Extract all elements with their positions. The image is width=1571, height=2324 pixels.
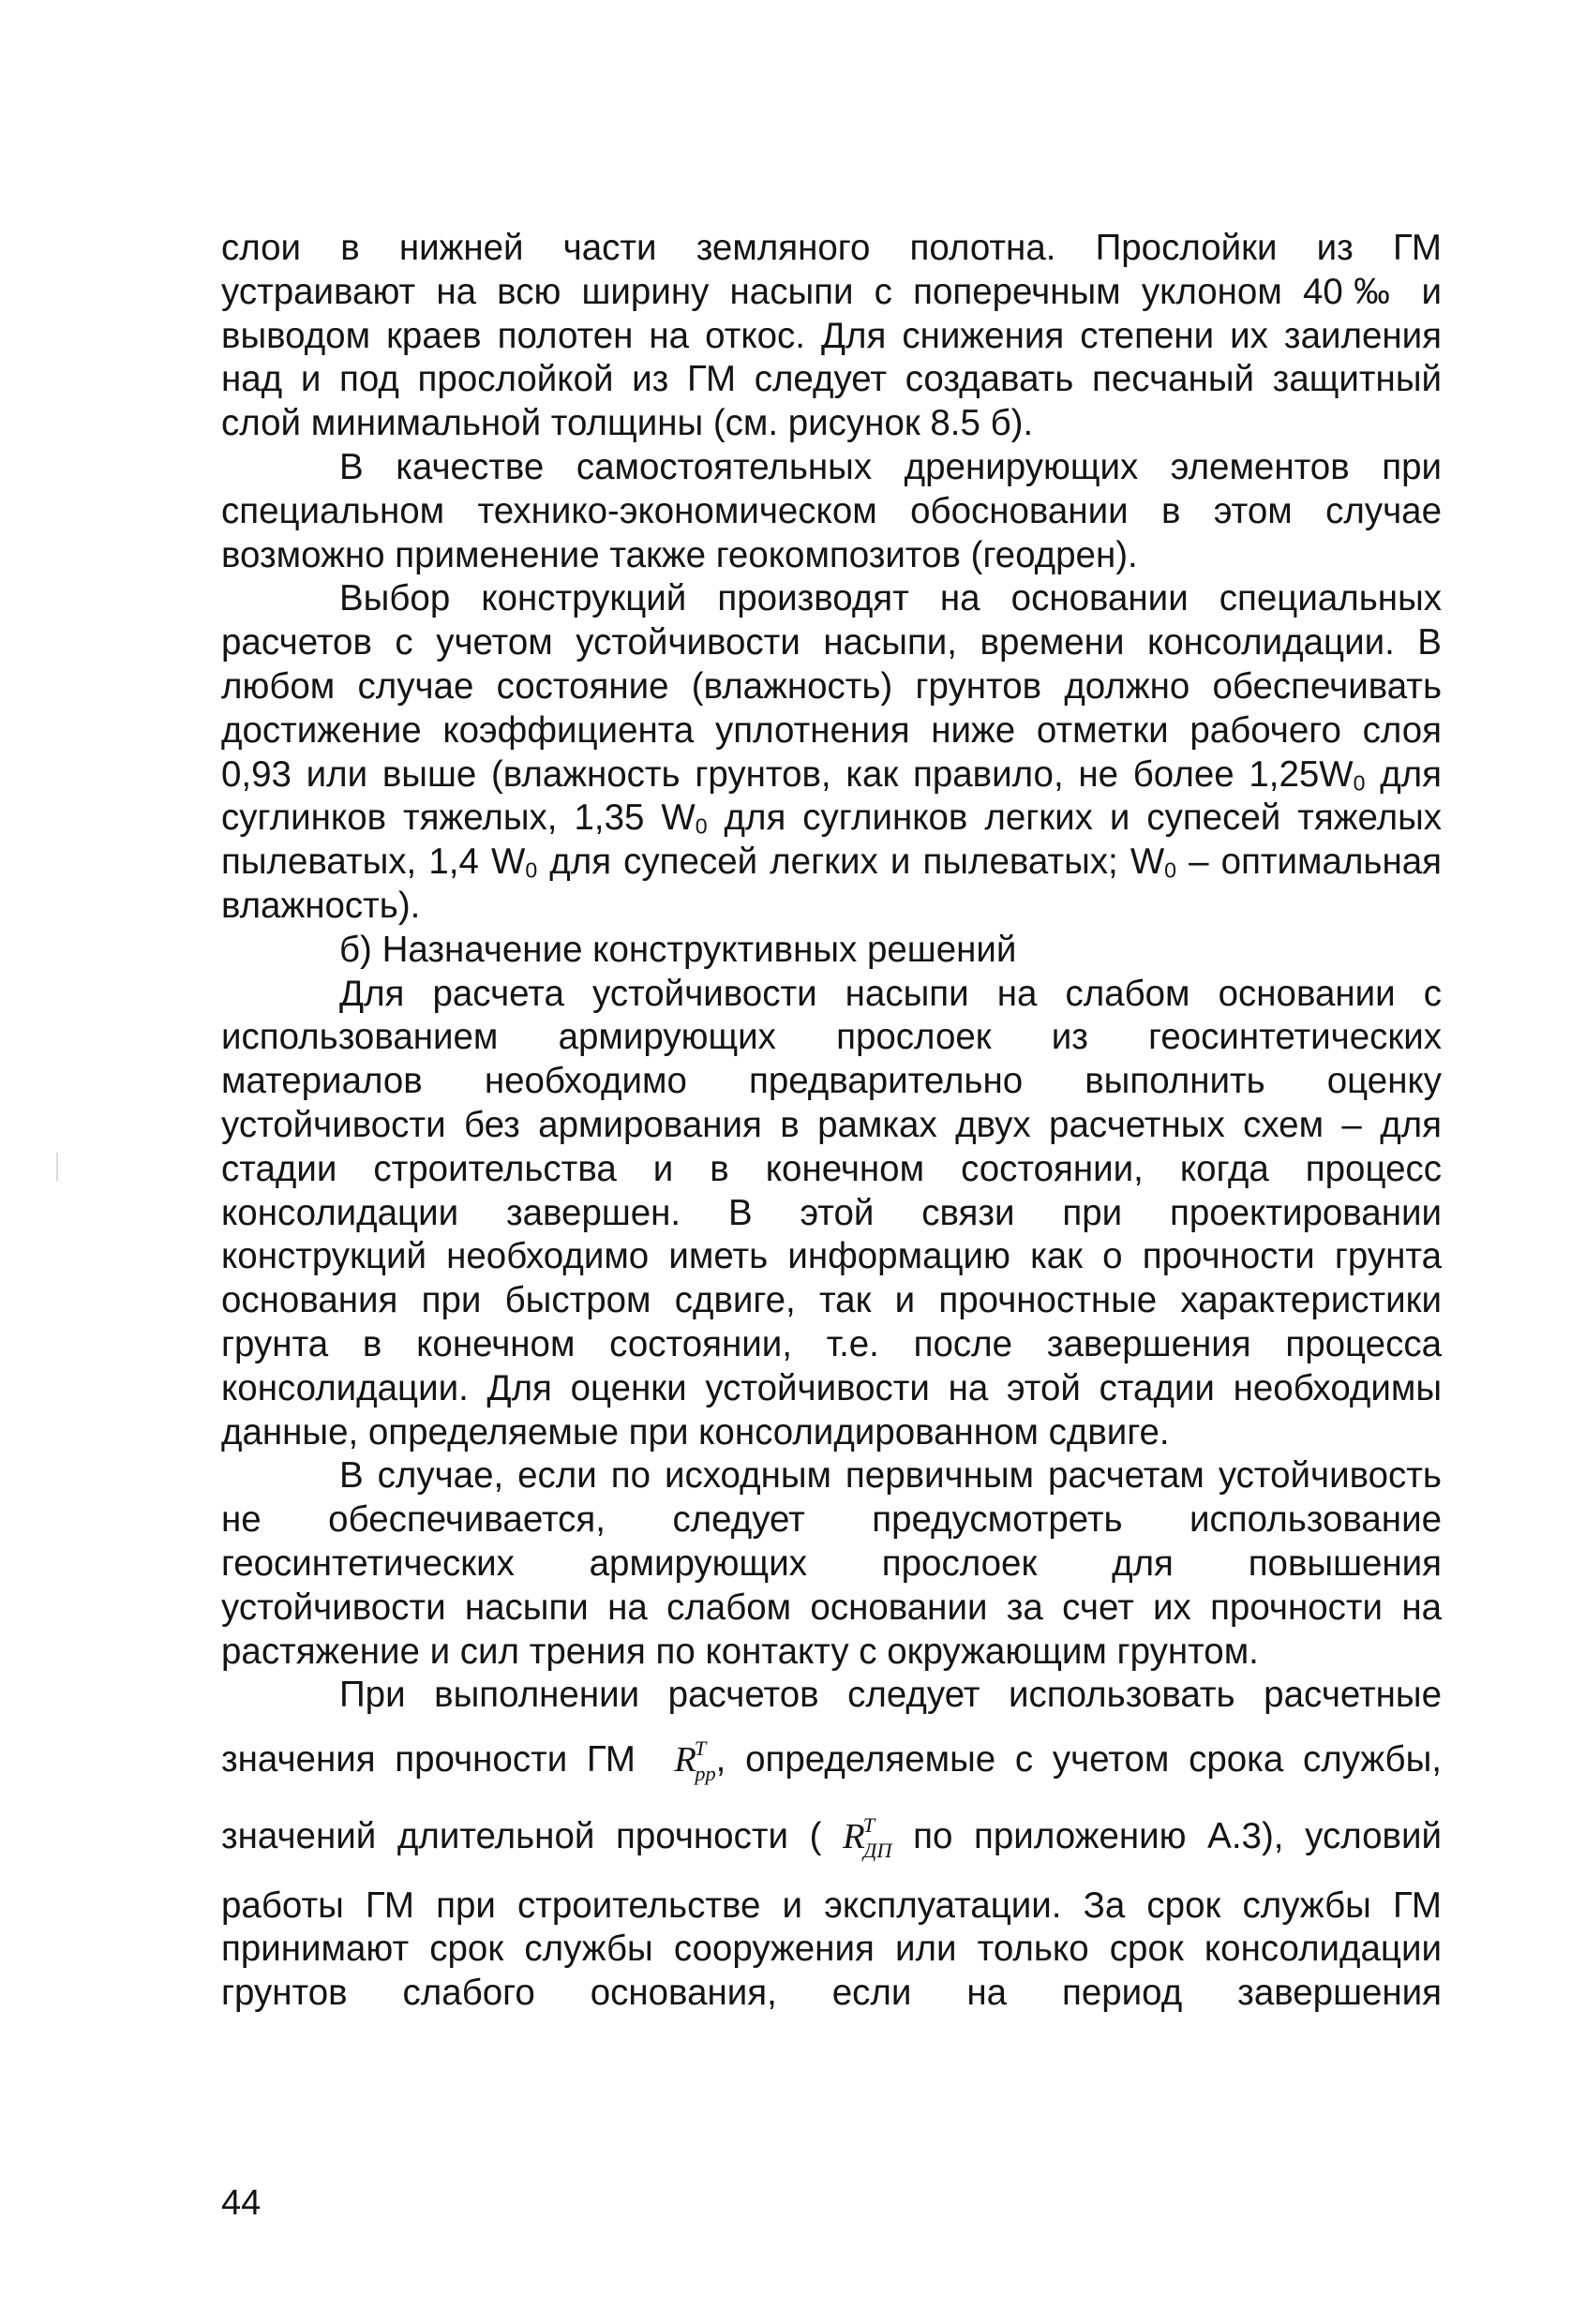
text-line: не обеспечивается, следует предусмотреть использование bbox=[221, 1499, 1442, 1541]
strength-symbol-rdp: $R^T_{ДП}$ bbox=[843, 1813, 892, 1862]
text-line: влажность). bbox=[221, 885, 421, 926]
text-line-with-formula: значения прочности ГМ $R^T_{pp}$, определяемые с учетом срока службы, bbox=[221, 1736, 1442, 1786]
text-line: растяжение и сил трения по контакту с окружающим грунтом. bbox=[221, 1631, 1259, 1672]
text-line: стадии строительства и в конечном состоянии, когда процесс bbox=[221, 1148, 1442, 1189]
text-line: устойчивости насыпи на слабом основании за счет их прочности на bbox=[221, 1587, 1442, 1628]
text-line: достижение коэффициента уплотнения ниже отметки рабочего слоя bbox=[221, 709, 1442, 751]
text-line: В случае, если по исходным первичным расчетам устойчивость bbox=[339, 1455, 1442, 1497]
text-line: данные, определяемые при консолидированном сдвиге. bbox=[221, 1411, 1170, 1452]
body-text bbox=[221, 227, 1442, 2016]
page-number: 44 bbox=[221, 2183, 262, 2223]
text-line: основания при быстром сдвиге, так и прочностные характеристики bbox=[221, 1280, 1442, 1321]
text-line: расчетов с учетом устойчивости насыпи, времени консолидации. В bbox=[221, 622, 1442, 663]
text-line: В качестве самостоятельных дренирующих элементов при bbox=[339, 446, 1442, 487]
text-line-with-formula: значений длительной прочности ( $R^T_{ДП}$ по приложению А.3), условий bbox=[221, 1813, 1442, 1862]
text-line: консолидации. Для оценки устойчивости на этой стадии необходимы bbox=[221, 1367, 1442, 1408]
text-line: принимают срок службы сооружения или только срок консолидации bbox=[221, 1929, 1442, 1970]
text-line: грунта в конечном состоянии, т.е. после завершения процесса bbox=[221, 1323, 1442, 1364]
text-line: При выполнении расчетов следует использовать расчетные bbox=[339, 1675, 1442, 1716]
text-line: возможно применение также геокомпозитов (геодрен). bbox=[221, 534, 1138, 575]
text-line: использованием армирующих прослоек из геосинтетических bbox=[221, 1017, 1442, 1058]
text-line: 0,93 или выше (влажность грунтов, как правило, не более $1,25W_0$ для bbox=[221, 753, 1442, 796]
section-subheading: б) Назначение конструктивных решений bbox=[339, 929, 1017, 970]
text-line: устраивают на всю ширину насыпи с поперечным уклоном 40‰ и bbox=[221, 271, 1442, 312]
text-line: материалов необходимо предварительно выполнить оценку bbox=[221, 1061, 1442, 1102]
scan-mark bbox=[56, 1153, 58, 1181]
text-line: слои в нижней части земляного полотна. Прослойки из ГМ bbox=[221, 228, 1442, 268]
text-line: пылеватых, 1,4 $W_0$ для супесей легких и пылеватых; $W_0$ – оптимальная bbox=[221, 842, 1442, 883]
text-line: Для расчета устойчивости насыпи на слабом основании с bbox=[339, 973, 1442, 1014]
text-line: слой минимальной толщины (см. рисунок 8.5 б). bbox=[221, 403, 1034, 444]
text-line: специальном технико-экономическом обосновании в этом случае bbox=[221, 490, 1442, 531]
text-line: любом случае состояние (влажность) грунтов должно обеспечивать bbox=[221, 665, 1442, 707]
text-line: Выбор конструкций производят на основании специальных bbox=[339, 578, 1442, 619]
text-line: консолидации завершен. В этой связи при проектировании bbox=[221, 1192, 1442, 1233]
text-line: работы ГМ при строительстве и эксплуатации. За срок службы ГМ bbox=[221, 1885, 1442, 1926]
text-line: конструкций необходимо иметь информацию как о прочности грунта bbox=[221, 1236, 1442, 1277]
text-line: над и под прослойкой из ГМ следует создавать песчаный защитный bbox=[221, 359, 1442, 400]
text-line: геосинтетических армирующих прослоек для повышения bbox=[221, 1542, 1442, 1584]
strength-symbol-rpp: $R^T_{pp}$ bbox=[674, 1736, 716, 1786]
text-line: суглинков тяжелых, 1,35 $W_0$ для суглинков легких и супесей тяжелых bbox=[221, 797, 1442, 839]
text-line: грунтов слабого основания, если на период завершения bbox=[221, 1973, 1442, 2014]
text-line: устойчивости без армирования в рамках двух расчетных схем – для bbox=[221, 1104, 1442, 1145]
text-line: выводом краев полотен на откос. Для снижения степени их заиления bbox=[221, 315, 1442, 356]
